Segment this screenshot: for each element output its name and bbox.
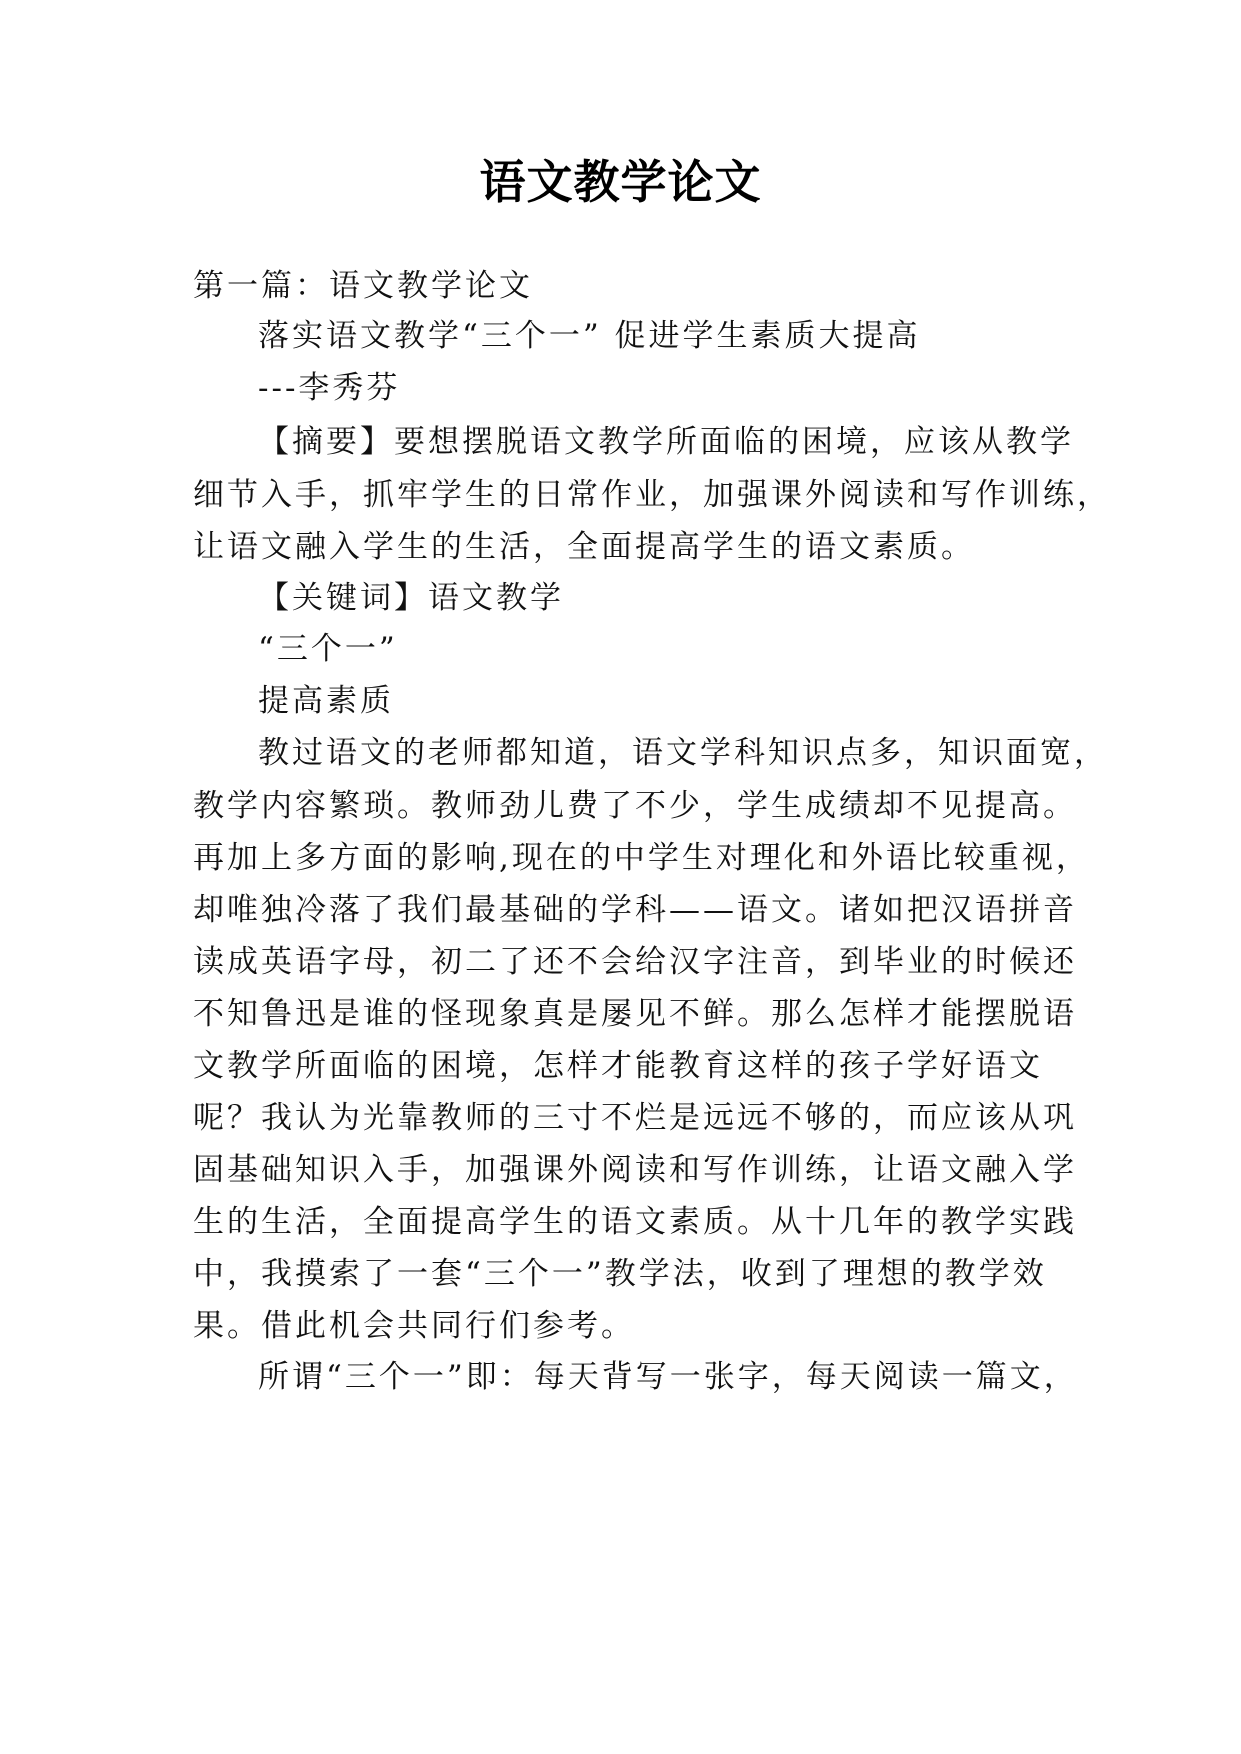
body-line: 所谓“三个一”即：每天背写一张字，每天阅读一篇文， — [258, 1359, 1078, 1395]
body-line: 读成英语字母，初二了还不会给汉字注音，到毕业的时候还 — [193, 944, 1077, 980]
abstract-line: 细节入手，抓牢学生的日常作业，加强课外阅读和写作训练， — [193, 477, 1111, 513]
body-line: 中，我摸索了一套“三个一”教学法，收到了理想的教学效 — [193, 1256, 1047, 1292]
body-line: 固基础知识入手，加强课外阅读和写作训练，让语文融入学 — [193, 1152, 1077, 1188]
body-line: 却唯独冷落了我们最基础的学科——语文。诸如把汉语拼音 — [193, 892, 1077, 928]
article-author: ---李秀芬 — [258, 370, 401, 406]
keywords-line: 【关键词】语文教学 — [258, 580, 564, 616]
abstract-line: 让语文融入学生的生活，全面提高学生的语文素质。 — [193, 529, 975, 565]
body-line: 教学内容繁琐。教师劲儿费了不少，学生成绩却不见提高。 — [193, 788, 1077, 824]
body-line: 生的生活，全面提高学生的语文素质。从十几年的教学实践 — [193, 1204, 1077, 1240]
article-title: 落实语文教学“三个一” 促进学生素质大提高 — [258, 318, 921, 354]
document-title: 语文教学论文 — [479, 155, 762, 209]
body-line: 呢？我认为光靠教师的三寸不烂是远远不够的，而应该从巩 — [193, 1100, 1077, 1136]
body-line: 果。借此机会共同行们参考。 — [193, 1308, 635, 1344]
keywords-line: “三个一” — [258, 631, 398, 667]
body-line: 教过语文的老师都知道，语文学科知识点多，知识面宽， — [258, 735, 1108, 771]
body-line: 再加上多方面的影响,现在的中学生对理化和外语比较重视， — [193, 840, 1090, 876]
abstract-line: 【摘要】要想摆脱语文教学所面临的困境，应该从教学 — [258, 424, 1074, 460]
body-line: 文教学所面临的困境，怎样才能教育这样的孩子学好语文 — [193, 1048, 1043, 1084]
section-heading: 第一篇：语文教学论文 — [193, 268, 533, 304]
body-line: 不知鲁迅是谁的怪现象真是屡见不鲜。那么怎样才能摆脱语 — [193, 996, 1077, 1032]
keywords-line: 提高素质 — [258, 683, 394, 719]
